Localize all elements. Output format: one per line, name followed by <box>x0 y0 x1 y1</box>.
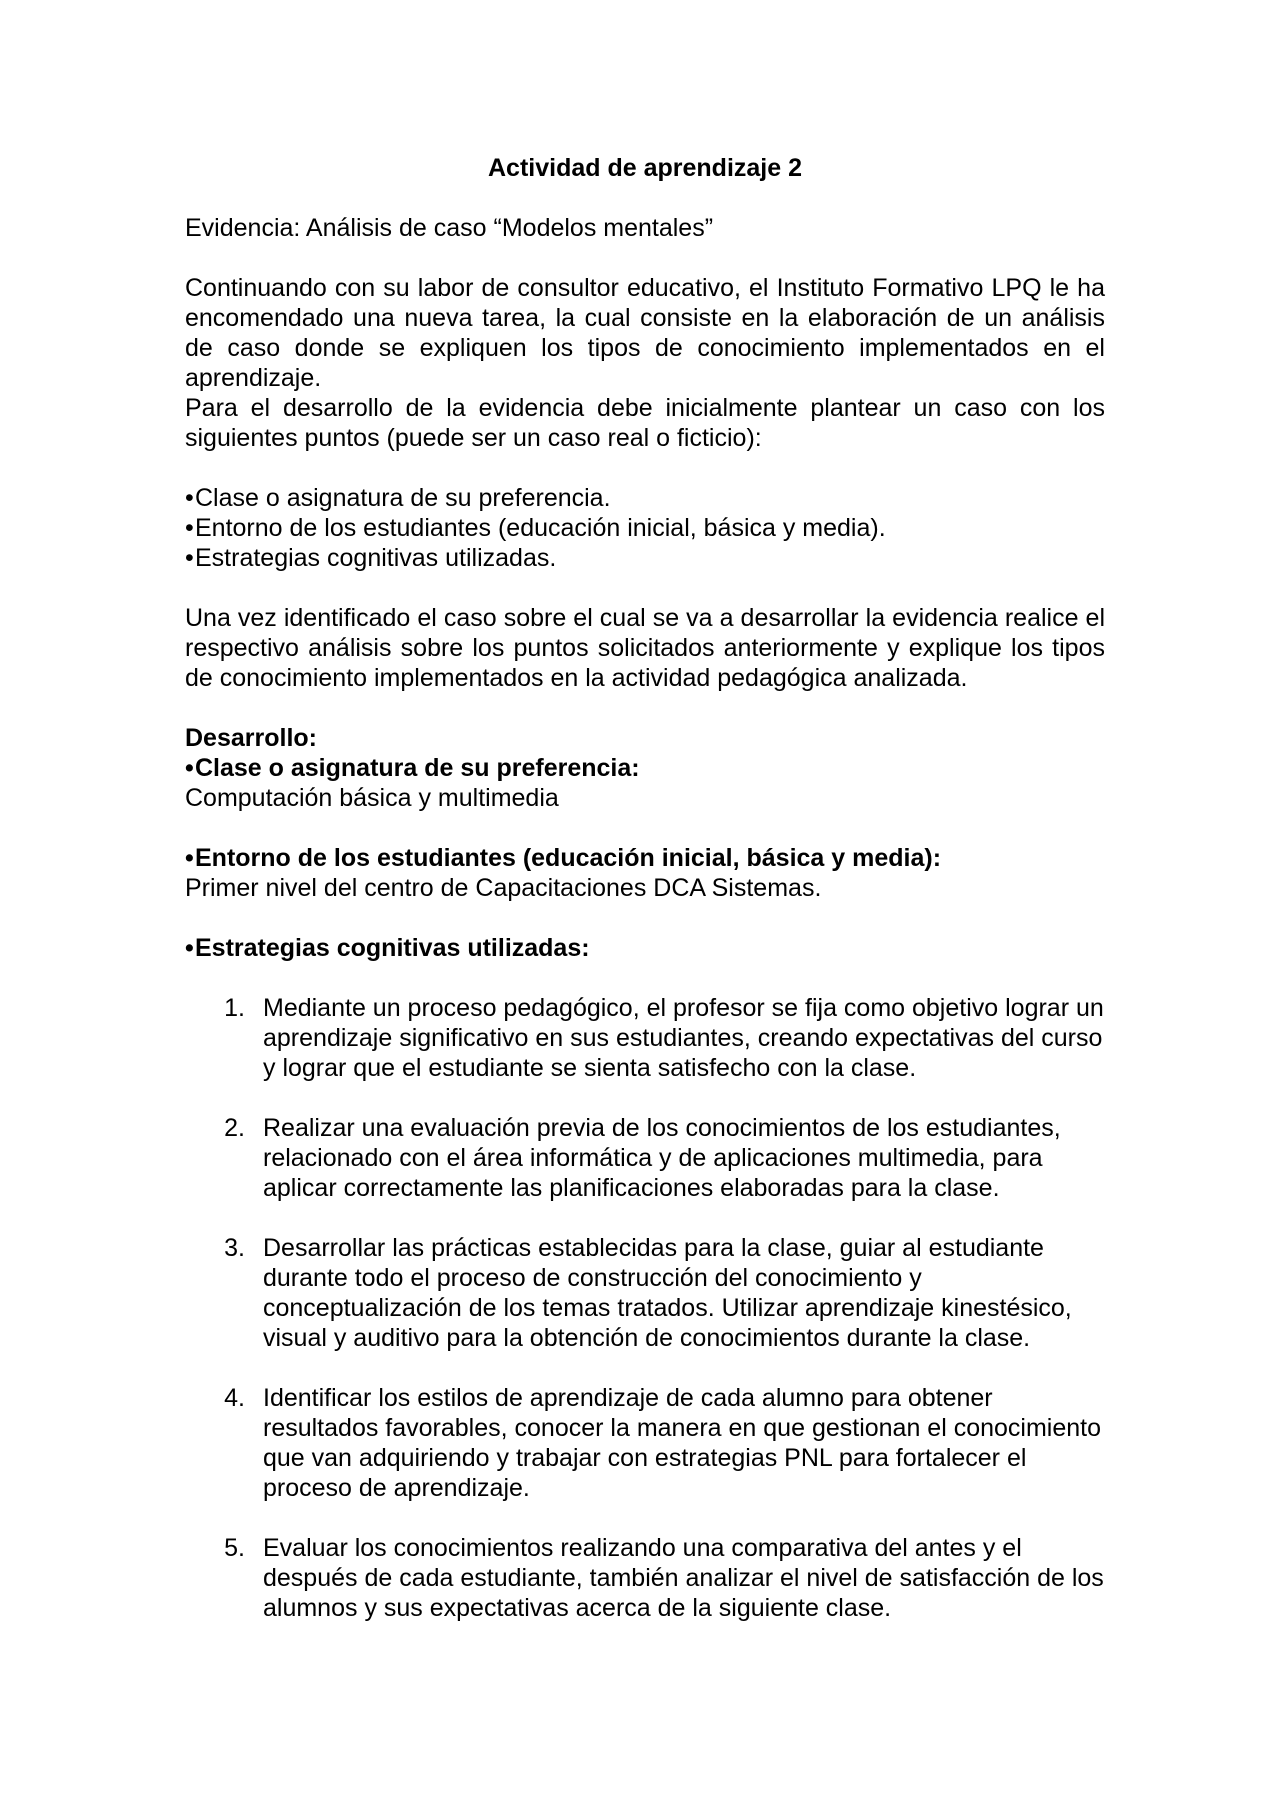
list-item <box>185 483 1105 513</box>
list-item-number: 1. <box>224 994 245 1022</box>
section-heading <box>185 753 1105 783</box>
spacer <box>185 243 1105 273</box>
list-item <box>185 513 1105 543</box>
list-item <box>185 993 1105 1083</box>
list-item-text: Identificar los estilos de aprendizaje de cada alumno para obtener resultados favorables, conocer la manera en que gestionan el conocimiento que van adquiriendo y trabajar con estrategias PNL para fortalecer el proceso de aprendizaje. <box>263 1384 1102 1502</box>
list-item-number: 5. <box>224 1534 245 1562</box>
spacer <box>185 573 1105 603</box>
bullet-icon: • <box>185 544 194 572</box>
section-heading-text: Entorno de los estudiantes (educación inicial, básica y media): <box>195 844 942 872</box>
document-title: Actividad de aprendizaje 2 <box>488 154 802 182</box>
section-heading-text: Clase o asignatura de su preferencia: <box>195 754 640 782</box>
list-item <box>185 1233 1105 1353</box>
intro-paragraph-2: Para el desarrollo de la evidencia debe inicialmente plantear un caso con los siguientes puntos (puede ser un caso real o ficticio): <box>185 394 1105 452</box>
spacer <box>185 813 1105 843</box>
instructions-paragraph: Una vez identificado el caso sobre el cual se va a desarrollar la evidencia realice el respectivo análisis sobre los puntos solicitados anteriormente y explique los tipos de conocimiento implementados en la actividad pedagógica analizada. <box>185 604 1105 692</box>
list-item <box>185 1383 1105 1503</box>
list-item <box>185 1113 1105 1203</box>
evidence-line: Evidencia: Análisis de caso “Modelos mentales” <box>185 214 714 242</box>
bullet-icon: • <box>185 754 194 782</box>
section-heading <box>185 843 1105 873</box>
bullet-icon: • <box>185 844 194 872</box>
section-heading-text: Estrategias cognitivas utilizadas: <box>195 934 590 962</box>
list-item-text: Entorno de los estudiantes (educación inicial, básica y media). <box>195 514 886 542</box>
bullet-icon: • <box>185 934 194 962</box>
list-item-number: 2. <box>224 1114 245 1142</box>
list-item <box>185 1533 1105 1623</box>
intro-paragraph-1: Continuando con su labor de consultor educativo, el Instituto Formativo LPQ le ha encomendado una nueva tarea, la cual consiste en la elaboración de un análisis de caso donde se expliquen los tipos de conocimiento implementados en el aprendizaje. <box>185 274 1105 392</box>
list-item-text: Evaluar los conocimientos realizando una comparativa del antes y el después de cada estudiante, también analizar el nivel de satisfacción de los alumnos y sus expectativas acerca de la siguiente clase. <box>263 1534 1104 1622</box>
bullet-icon: • <box>185 484 194 512</box>
list-item-text: Estrategias cognitivas utilizadas. <box>195 544 557 572</box>
requirements-list <box>185 483 1105 573</box>
list-item-text: Desarrollar las prácticas establecidas para la clase, guiar al estudiante durante todo el proceso de construcción del conocimiento y conceptualización de los temas tratados. Utilizar aprendizaje kinestésico, visual y auditivo para la obtención de conocimientos durante la clase. <box>263 1234 1072 1352</box>
spacer <box>185 963 1105 993</box>
document-content <box>185 153 1105 1623</box>
list-item-text: Clase o asignatura de su preferencia. <box>195 484 611 512</box>
spacer <box>185 693 1105 723</box>
development-heading: Desarrollo: <box>185 724 317 752</box>
list-item-text: Realizar una evaluación previa de los conocimientos de los estudiantes, relacionado con el área informática y de aplicaciones multimedia, para aplicar correctamente las planificaciones elaboradas para la clase. <box>263 1114 1061 1202</box>
list-item-text: Mediante un proceso pedagógico, el profesor se fija como objetivo lograr un aprendizaje significativo en sus estudiantes, creando expectativas del curso y lograr que el estudiante se sienta satisfecho con la clase. <box>263 994 1104 1082</box>
spacer <box>185 903 1105 933</box>
section-heading <box>185 933 1105 963</box>
spacer <box>185 453 1105 483</box>
section-answer: Computación básica y multimedia <box>185 784 559 812</box>
list-item <box>185 543 1105 573</box>
list-item-number: 3. <box>224 1234 245 1262</box>
strategies-list <box>185 993 1105 1623</box>
bullet-icon: • <box>185 514 194 542</box>
section-answer: Primer nivel del centro de Capacitaciones DCA Sistemas. <box>185 874 822 902</box>
list-item-number: 4. <box>224 1384 245 1412</box>
